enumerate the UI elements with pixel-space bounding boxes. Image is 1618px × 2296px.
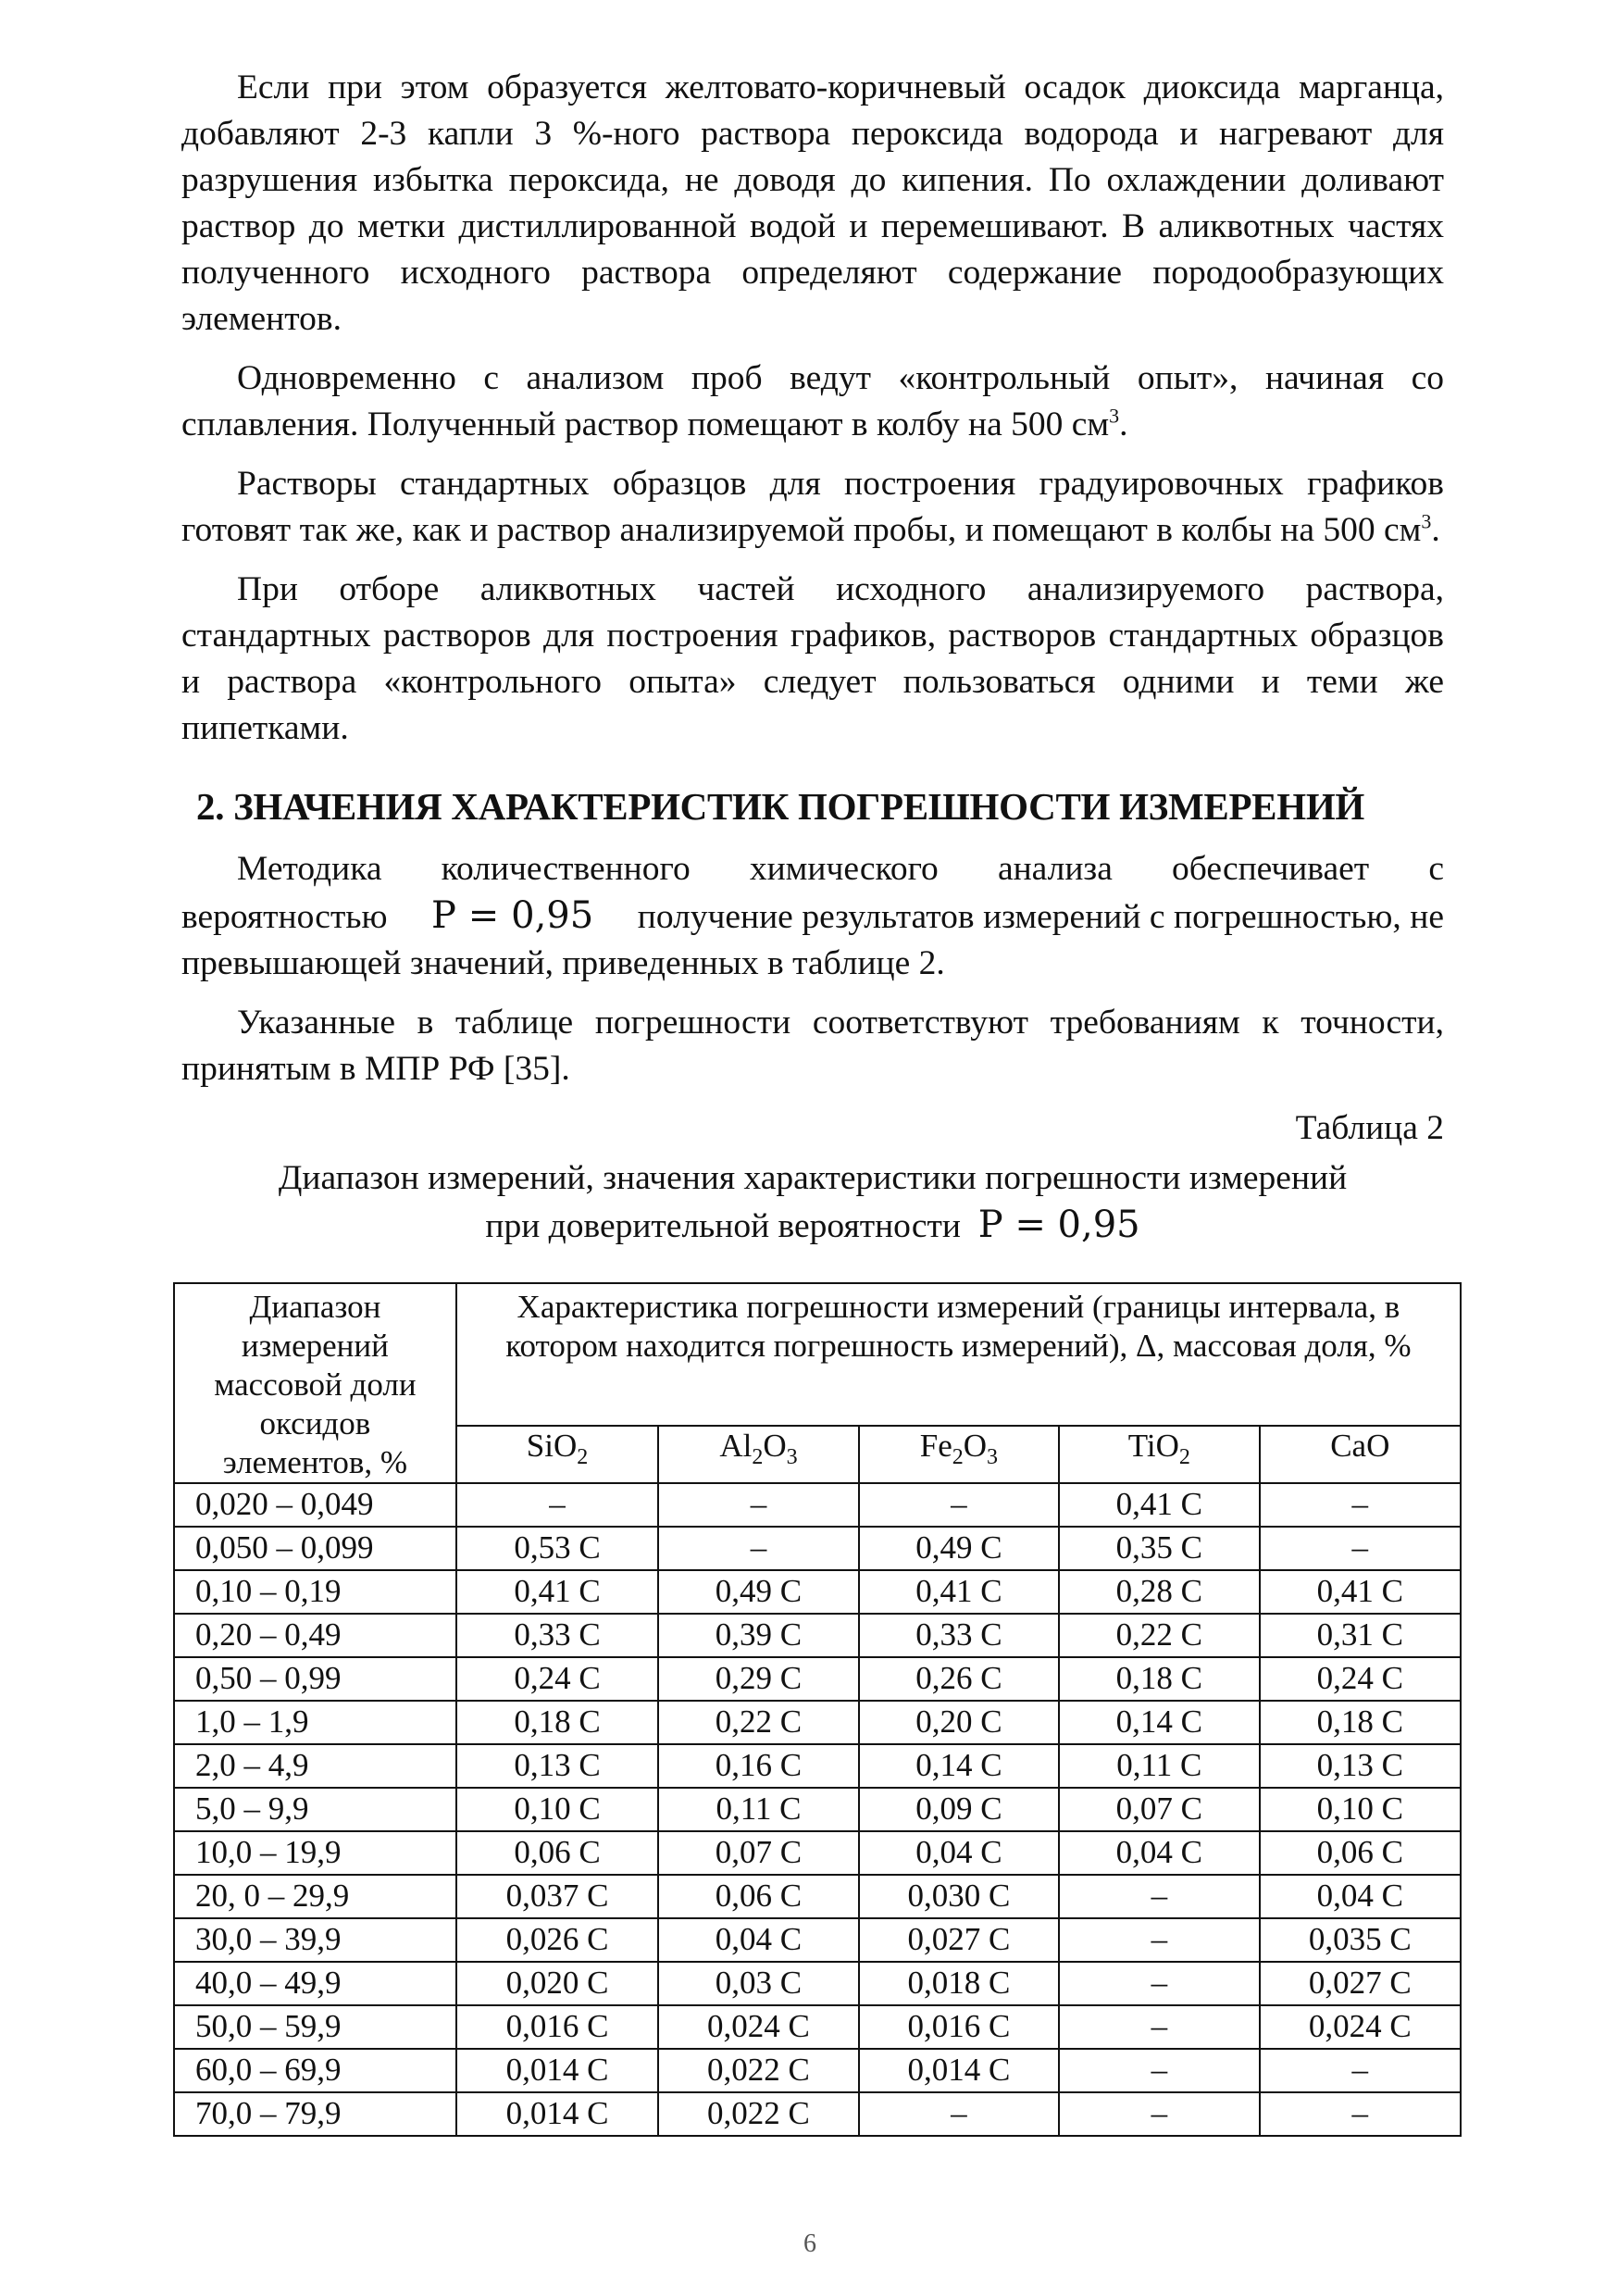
error-value-cell: 0,16 C <box>658 1744 858 1788</box>
range-cell: 2,0 – 4,9 <box>174 1744 456 1788</box>
range-cell: 50,0 – 59,9 <box>174 2005 456 2049</box>
error-value-cell: 0,33 C <box>859 1614 1059 1657</box>
table-row <box>174 1483 1461 1527</box>
table-row <box>174 1788 1461 1831</box>
error-value-cell: 0,11 C <box>658 1788 858 1831</box>
error-value-cell: – <box>658 1527 858 1570</box>
error-value-cell: 0,41 C <box>1059 1483 1259 1527</box>
error-value-cell: 0,04 C <box>1260 1875 1461 1918</box>
formula-part: Al <box>719 1428 753 1464</box>
subscript: 3 <box>786 1445 798 1469</box>
error-value-cell: 0,06 C <box>456 1831 658 1875</box>
table-row <box>174 1744 1461 1788</box>
error-value-cell: 0,29 C <box>658 1657 858 1701</box>
error-value-cell: 0,07 C <box>658 1831 858 1875</box>
error-value-cell: 0,24 C <box>1260 1657 1461 1701</box>
superscript: 3 <box>1109 404 1120 428</box>
paragraph-accuracy-requirements: Указанные в таблице погрешности соответствуют требованиям к точности, принятым в МПР РФ [35]. <box>181 1004 1444 1088</box>
range-cell: 70,0 – 79,9 <box>174 2092 456 2136</box>
error-value-cell: 0,53 C <box>456 1527 658 1570</box>
formula-part: CaO <box>1330 1428 1390 1464</box>
probability-formula: P = 0,95 <box>977 1204 1140 1246</box>
error-value-cell: 0,31 C <box>1260 1614 1461 1657</box>
error-value-cell: 0,04 C <box>1059 1831 1259 1875</box>
formula-part: O <box>763 1428 787 1464</box>
range-cell: 40,0 – 49,9 <box>174 1962 456 2005</box>
caption-line: Диапазон измерений, значения характеристики погрешности измерений <box>278 1159 1348 1197</box>
error-value-cell: – <box>1059 2049 1259 2092</box>
error-value-cell: 0,49 C <box>859 1527 1059 1570</box>
error-value-cell: – <box>1260 1527 1461 1570</box>
error-value-cell: 0,014 C <box>456 2092 658 2136</box>
table-body <box>174 1483 1461 2136</box>
table-row <box>174 2049 1461 2092</box>
error-value-cell: 0,027 C <box>859 1918 1059 1962</box>
table-row <box>174 1875 1461 1918</box>
range-cell: 0,020 – 0,049 <box>174 1483 456 1527</box>
error-value-cell: 0,49 C <box>658 1570 858 1614</box>
error-value-cell: 0,04 C <box>859 1831 1059 1875</box>
range-column-header: Диапазон измерений массовой доли оксидов элементов, % <box>174 1283 456 1483</box>
oxide-column-header <box>456 1426 658 1483</box>
error-value-cell: 0,09 C <box>859 1788 1059 1831</box>
paragraph-methodology <box>181 846 1444 987</box>
error-value-cell: 0,016 C <box>859 2005 1059 2049</box>
error-value-cell: 0,018 C <box>859 1962 1059 2005</box>
subscript: 3 <box>987 1445 999 1469</box>
error-value-cell: 0,41 C <box>456 1570 658 1614</box>
error-value-cell: 0,18 C <box>1260 1701 1461 1744</box>
page-number: 6 <box>803 2229 816 2258</box>
range-cell: 0,20 – 0,49 <box>174 1614 456 1657</box>
error-value-cell: 0,13 C <box>1260 1744 1461 1788</box>
error-value-cell: 0,035 C <box>1260 1918 1461 1962</box>
error-value-cell: 0,26 C <box>859 1657 1059 1701</box>
error-value-cell: 0,20 C <box>859 1701 1059 1744</box>
error-value-cell: – <box>456 1483 658 1527</box>
subscript: 2 <box>752 1445 764 1469</box>
error-value-cell: 0,10 C <box>1260 1788 1461 1831</box>
error-value-cell: 0,024 C <box>658 2005 858 2049</box>
punctuation: . <box>1431 511 1440 549</box>
formula-part: Fe <box>919 1428 952 1464</box>
error-characteristics-table <box>173 1282 1462 2137</box>
error-value-cell: 0,022 C <box>658 2049 858 2092</box>
error-value-cell: – <box>1059 2005 1259 2049</box>
error-value-cell: – <box>658 1483 858 1527</box>
error-value-cell: 0,18 C <box>1059 1657 1259 1701</box>
error-value-cell: 0,24 C <box>456 1657 658 1701</box>
paragraph-text: получение результатов измерений с погрешностью, не превышающей значений, приведенных в таблице 2. <box>181 898 1445 982</box>
table-row <box>174 2005 1461 2049</box>
range-cell: 30,0 – 39,9 <box>174 1918 456 1962</box>
table-row <box>174 1614 1461 1657</box>
error-value-cell: – <box>1059 1962 1259 2005</box>
table-label: Таблица 2 <box>1295 1109 1444 1147</box>
table-row <box>174 1527 1461 1570</box>
range-cell: 1,0 – 1,9 <box>174 1701 456 1744</box>
error-value-cell: 0,11 C <box>1059 1744 1259 1788</box>
range-cell: 0,050 – 0,099 <box>174 1527 456 1570</box>
range-cell: 10,0 – 19,9 <box>174 1831 456 1875</box>
error-value-cell: 0,027 C <box>1260 1962 1461 2005</box>
error-value-cell: 0,33 C <box>456 1614 658 1657</box>
table-row <box>174 1918 1461 1962</box>
error-value-cell: 0,10 C <box>456 1788 658 1831</box>
paragraph-standard-solutions <box>181 461 1444 554</box>
table-row <box>174 1962 1461 2005</box>
range-cell: 0,50 – 0,99 <box>174 1657 456 1701</box>
formula-part: SiO <box>526 1428 578 1464</box>
error-value-cell: 0,41 C <box>1260 1570 1461 1614</box>
error-value-cell: 0,020 C <box>456 1962 658 2005</box>
table-row <box>174 1701 1461 1744</box>
superscript: 3 <box>1421 509 1432 533</box>
error-value-cell: 0,06 C <box>1260 1831 1461 1875</box>
range-cell: 5,0 – 9,9 <box>174 1788 456 1831</box>
oxide-column-header <box>1059 1426 1259 1483</box>
error-value-cell: 0,22 C <box>658 1701 858 1744</box>
table-row <box>174 2092 1461 2136</box>
document-page <box>181 65 1444 1263</box>
paragraph-text: Растворы стандартных образцов для построения градуировочных графиков готовят так же, как и раствор анализируемой пробы, и помещают в колбы на 500 см <box>181 465 1444 549</box>
error-value-cell: 0,030 C <box>859 1875 1059 1918</box>
error-value-cell: 0,026 C <box>456 1918 658 1962</box>
error-value-cell: – <box>859 2092 1059 2136</box>
error-value-cell: 0,22 C <box>1059 1614 1259 1657</box>
error-value-cell: 0,024 C <box>1260 2005 1461 2049</box>
error-value-cell: 0,13 C <box>456 1744 658 1788</box>
table-row <box>174 1657 1461 1701</box>
table-row <box>174 1831 1461 1875</box>
error-value-cell: – <box>1260 2092 1461 2136</box>
error-value-cell: – <box>1260 2049 1461 2092</box>
error-value-cell: 0,04 C <box>658 1918 858 1962</box>
error-value-cell: – <box>859 1483 1059 1527</box>
error-value-cell: 0,35 C <box>1059 1527 1259 1570</box>
paragraph-manganese-dioxide: Если при этом образуется желтовато-коричневый осадок диоксида марганца, добавляют 2-3 капли 3 %-ного раствора пероксида водорода и нагревают для разрушения избытка пероксида, не доводя до кипения. По охлаждении доливают раствор до метки дистиллированной водой и перемешивают. В аликвотных частях полученного исходного раствора определяют содержание породообразующих элементов. <box>181 69 1444 338</box>
probability-formula: P = 0,95 <box>431 894 594 937</box>
paragraph-text: Методика количественного химического анализа обеспечивает с вероятностью <box>181 850 1444 936</box>
oxide-column-header <box>859 1426 1059 1483</box>
error-value-cell: 0,39 C <box>658 1614 858 1657</box>
error-value-cell: 0,03 C <box>658 1962 858 2005</box>
section-heading: 2. ЗНАЧЕНИЯ ХАРАКТЕРИСТИК ПОГРЕШНОСТИ ИЗМЕРЕНИЙ <box>196 785 1365 828</box>
paragraph-text: Одновременно с анализом проб ведут «контрольный опыт», начиная со сплавления. Полученный раствор помещают в колбу на 500 см <box>181 359 1444 443</box>
range-cell: 20, 0 – 29,9 <box>174 1875 456 1918</box>
error-value-cell: – <box>1059 1918 1259 1962</box>
formula-part: TiO <box>1127 1428 1179 1464</box>
paragraph-pipettes: При отборе аликвотных частей исходного анализируемого раствора, стандартных растворов для построения графиков, растворов стандартных образцов и раствора «контрольного опыта» следует пользоваться одними и теми же пипетками. <box>181 570 1444 747</box>
error-value-cell: 0,18 C <box>456 1701 658 1744</box>
range-cell: 60,0 – 69,9 <box>174 2049 456 2092</box>
error-value-cell: 0,037 C <box>456 1875 658 1918</box>
caption-text: при доверительной вероятности <box>485 1207 961 1245</box>
error-value-cell: 0,014 C <box>859 2049 1059 2092</box>
error-value-cell: 0,014 C <box>456 2049 658 2092</box>
error-value-cell: 0,07 C <box>1059 1788 1259 1831</box>
error-value-cell: 0,022 C <box>658 2092 858 2136</box>
error-value-cell: – <box>1059 2092 1259 2136</box>
error-value-cell: – <box>1059 1875 1259 1918</box>
paragraph-control-experiment <box>181 356 1444 448</box>
formula-part: O <box>963 1428 988 1464</box>
error-value-cell: 0,14 C <box>859 1744 1059 1788</box>
subscript: 2 <box>1178 1445 1190 1469</box>
subscript: 2 <box>952 1445 964 1469</box>
range-cell: 0,10 – 0,19 <box>174 1570 456 1614</box>
error-group-header: Характеристика погрешности измерений (границы интервала, в котором находится погрешность измерений), Δ, массовая доля, % <box>456 1283 1461 1426</box>
punctuation: . <box>1119 406 1128 443</box>
error-value-cell: – <box>1260 1483 1461 1527</box>
table-caption <box>181 1155 1444 1250</box>
error-value-cell: 0,06 C <box>658 1875 858 1918</box>
table-row <box>174 1570 1461 1614</box>
error-value-cell: 0,14 C <box>1059 1701 1259 1744</box>
caption-line <box>181 1202 1444 1250</box>
oxide-column-header <box>658 1426 858 1483</box>
error-value-cell: 0,28 C <box>1059 1570 1259 1614</box>
error-value-cell: 0,016 C <box>456 2005 658 2049</box>
error-value-cell: 0,41 C <box>859 1570 1059 1614</box>
subscript: 2 <box>577 1445 589 1469</box>
oxide-column-header <box>1260 1426 1461 1483</box>
